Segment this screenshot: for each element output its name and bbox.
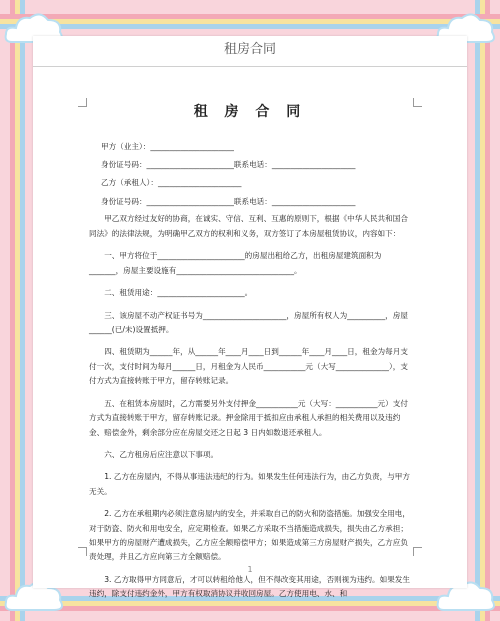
margin-mark (78, 547, 87, 556)
party-b-field: 乙方（承租人）：______________________ (101, 178, 242, 188)
margin-mark (78, 98, 87, 107)
clause-6-item-1: 1. 乙方在房屋内，不得从事违法违纪的行为。如果发生任何违法行为，由乙方负责，与甲方无关。 (89, 472, 410, 496)
document-body (89, 96, 411, 610)
margin-mark (413, 98, 422, 107)
margin-mark (413, 547, 422, 556)
party-a-id-phone-field: 身份证号码：_______________________联系电话：______________________ (101, 159, 356, 169)
document-header: 租房合同 (33, 36, 467, 67)
clause-5: 五、在租赁本房屋时，乙方需要另外支付押金___________元（大写：___________元）支付方式为直接转账于甲方，留存转账记录。押金除用于抵扣应由承租人承担的相关费用以及违约金、赔偿金外，剩余部分应在房屋交还之日起 3 日内如数退还承租人。 (89, 398, 408, 437)
page-number: 1 (247, 565, 253, 574)
clause-2: 二、租赁用途：_______________________。 (104, 288, 253, 298)
clause-1: 一、甲方将位于_______________________的房屋出租给乙方，出租房屋建筑面积为_______，房屋主要设施有_______________________________。 (89, 251, 382, 275)
clause-3: 三、该房屋不动产权证书号为______________________，房屋所有权人为__________，房屋______(已/未)设置抵押。 (89, 310, 408, 334)
document-page (33, 36, 467, 599)
party-a-field: 甲方（业主）：______________________ (101, 141, 234, 151)
clause-6-item-3: 3. 乙方取得甲方同意后，才可以转租给他人，但不得改变其用途，否则视为违约。如果发生违约，除支付违约金外，甲方有权取消协议并收回房屋。乙方使用电、水、和 (89, 574, 410, 599)
document-title: 租 房 合 同 (193, 104, 307, 120)
party-b-id-phone-field: 身份证号码：_______________________联系电话：______________________ (101, 196, 356, 206)
clause-6-item-2: 2. 乙方在承租期内必须注意房屋内的安全，并采取自己的防火和防盗措施。加强安全用电，对于防盗、防火和用电安全，应定期检查。如果乙方采取不当措施造成损失，损失由乙方承担；如果甲方的房屋财产遭成损失，乙方应全额赔偿甲方；如果造成第三方房屋财产损失，乙方应负责处理，并且乙方应向第三方全额赔偿。 (89, 509, 410, 562)
clause-4: 四、租赁期为______年，从______年____月____日到______年____月____日，租金为每月支付一次，支付时间为每月______日，月租金为人民币___________元（大写______________），支付方式为直接转账于甲方，留存转账记录。 (89, 347, 408, 386)
clause-6: 六、乙方租房后应注意以下事项。 (104, 449, 219, 459)
preamble-paragraph: 甲乙双方经过友好的协商，在诚实、守信、互利、互惠的原则下，根据《中华人民共和国合同法》的法律法规，为明确甲乙双方的权利和义务，双方签订了本房屋租赁协议，内容如下： (89, 214, 408, 238)
